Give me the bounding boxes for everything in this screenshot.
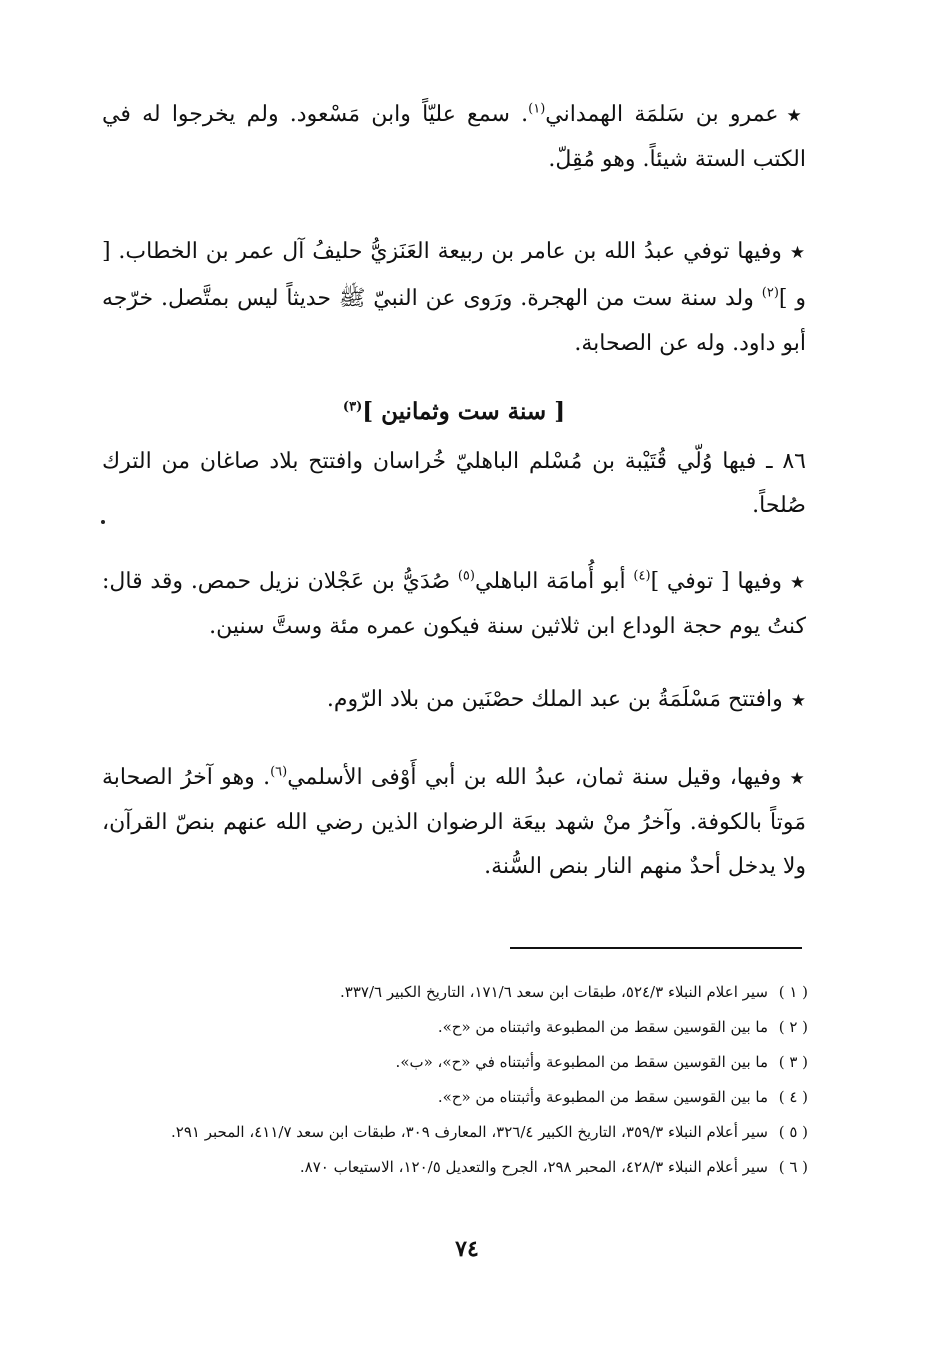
footnote-item [108,1080,808,1115]
footnote-number: ( ٢ ) [778,1018,808,1036]
footnote-number: ( ٤ ) [778,1088,808,1106]
stray-dot-mark [101,520,105,524]
footnote-text: ما بين القوسين سقط من المطبوعة واثبتناه من «ح». [437,1018,768,1036]
paragraph-text: . وهو آخرُ الصحابة مَوتاً بالكوفة. وآخرُ منْ شهد بيعَة الرضوان الذين رضي الله عنهم بنصّ القرآن، ولا يدخل أحدٌ منهم النار بنص السُّنة. [102,765,806,879]
paragraph-text: وافتتح مَسْلَمَةُ بن عبد الملك حصْنَين من بلاد الرّوم. [326,687,783,712]
star-bullet-icon: ★ [786,106,806,126]
star-bullet-icon: ★ [790,691,806,711]
footnote-item [108,975,808,1010]
paragraph-abu-umama [102,560,806,649]
footnote-ref-2: (٢) [761,285,779,301]
footnote-number: ( ٦ ) [778,1158,808,1176]
paragraph-text: ٨٦ ـ فيها وُلّي قُتَيْبة بن مُسْلم الباهليّ خُراسان وافتتح بلاد صاغان من الترك صُلحاً. [102,449,806,518]
footnote-item [108,1045,808,1080]
footnote-number: ( ١ ) [778,983,808,1001]
footnote-item [108,1010,808,1045]
paragraph-text: صُدَيُّ بن عَجْلان نزيل حمص. وقد قال: كنتُ يوم حجة الوداع ابن ثلاثين سنة فيكون عمره مئة وستَّ سنين. [102,569,806,639]
footnote-text: ما بين القوسين سقط من المطبوعة وأثبتناه من «ح». [437,1088,768,1106]
footnote-ref-6: (٦) [270,764,288,780]
footnote-text: سير أعلام النبلاء ٣٥٩/٣، التاريخ الكبير ٣٢٦/٤، المعارف ٣٠٩، طبقات ابن سعد ٤١١/٧، المحبر ٢٩١. [170,1123,768,1141]
paragraph-text: وفيها [ توفي ] [650,569,782,594]
star-bullet-icon: ★ [789,573,806,593]
footnote-ref-3: (٣) [342,399,363,415]
paragraph-text: عمرو بن سَلمَة الهمداني [545,102,779,127]
footnotes-list [108,975,808,1185]
paragraph-abdullah-ibn-amir [102,229,806,366]
footnote-number: ( ٥ ) [778,1123,808,1141]
footnote-text: ما بين القوسين سقط من المطبوعة وأثبتناه في «ح»، «ب». [395,1053,768,1071]
paragraph-abdullah-ibn-abi-awfa [102,756,806,889]
paragraph-text: وفيها، وقيل سنة ثمان، عبدُ الله بن أبي أَوْفى الأسلمي [287,765,782,790]
star-bullet-icon: ★ [789,769,806,789]
page-number: ٧٤ [455,1236,479,1262]
footnote-item [108,1115,808,1150]
paragraph-year-86 [102,440,806,528]
star-bullet-icon: ★ [789,243,806,263]
heading-text: [ سنة ست وثمانين ] [362,398,566,425]
footnote-divider [510,947,802,949]
footnote-number: ( ٣ ) [778,1053,808,1071]
paragraph-maslama [102,678,806,723]
footnote-text: سير أعلام النبلاء ٤٢٨/٣، المحبر ٢٩٨، الجرح والتعديل ١٢٠/٥، الاستيعاب ٨٧٠. [299,1158,768,1176]
paragraph-text: وفيها توفي عبدُ الله بن عامر بن ربيعة العَنَزيُّ حليفُ آل عمر بن الخطاب. [ و ] [102,239,806,311]
paragraph-amr-ibn-salama [102,93,806,182]
footnote-text: سير اعلام النبلاء ٥٢٤/٣، طبقات ابن سعد ١٧١/٦، التاريخ الكبير ٣٣٧/٦. [340,983,768,1001]
paragraph-text: . سمع عليّاً وابن مَسْعود. ولم يخرجوا له في الكتب الستة شيئاً. وهو مُقِلّ. [102,102,806,172]
footnote-ref-4: (٤) [633,568,651,584]
footnote-ref-1: (١) [528,101,546,117]
footnote-ref-5: (٥) [457,568,475,584]
paragraph-text: ولد سنة ست من الهجرة. ورَوى عن النبيّ ﷺ حديثاً ليس بمتَّصل. خرّجه أبو داود. وله عن الصحابة. [102,286,806,356]
year-heading [102,390,806,434]
paragraph-text: أبو أُمامَة الباهلي [474,569,626,594]
footnote-item [108,1150,808,1185]
